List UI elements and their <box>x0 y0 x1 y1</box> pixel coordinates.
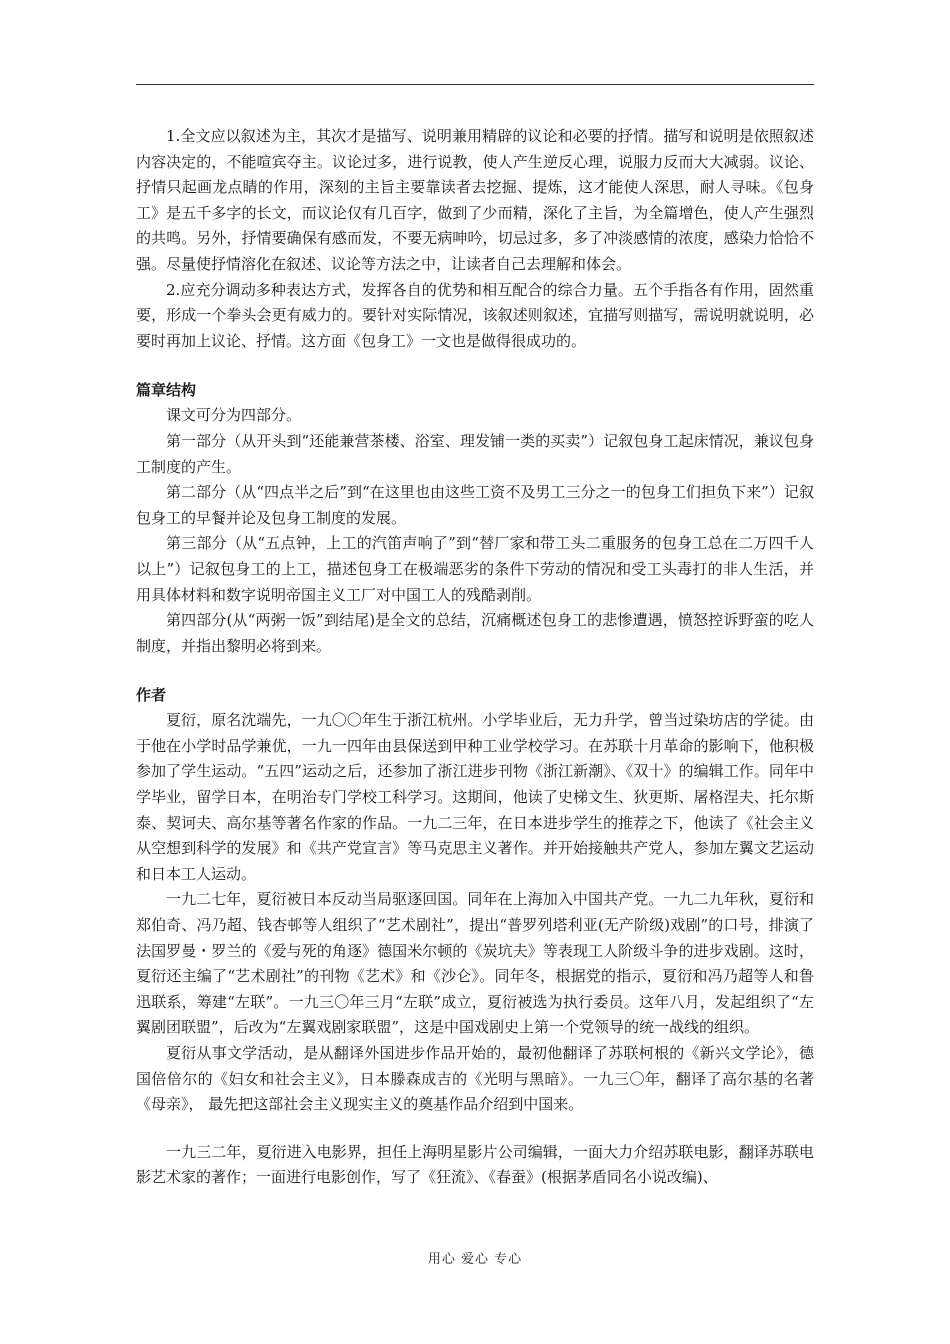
page-footer: 用心 爱心 专心 <box>427 1252 523 1267</box>
structure-paragraph: 第一部分（从开头到“还能兼营茶楼、浴室、理发铺一类的买卖”）记叙包身工起床情况，兼议包身工制度的产生。 <box>136 431 814 476</box>
author-paragraph: 夏衍，原名沈端先，一九〇〇年生于浙江杭州。小学毕业后，无力升学，曾当过染坊店的学徒。由于他在小学时品学兼优，一九一四年由县保送到甲种工业学校学习。在苏联十月革命的影响下，他积极参加了学生运动。“五四”运动之后，还参加了浙江进步刊物《浙江新潮》、《双十》的编辑工作。同年中学毕业，留学日本，在明治专门学校工科学习。这期间，他读了史梯文生、狄更斯、屠格涅夫、托尔斯泰、契诃夫、高尔基等著名作家的作品。一九二三年，在日本进步学生的推荐之下，他读了《社会主义从空想到科学的发展》和《共产党宣言》等马克思主义著作。并开始接触共产党人，参加左翼文艺运动和日本工人运动。 <box>136 711 814 883</box>
structure-paragraph: 第二部分（从“四点半之后”到“在这里也由这些工资不及男工三分之一的包身工们担负下来”）记叙包身工的早餐并论及包身工制度的发展。 <box>136 483 814 527</box>
author-paragraph: 夏衍从事文学活动，是从翻译外国进步作品开始的，最初他翻译了苏联柯根的《新兴文学论》，德国倍倍尔的《妇女和社会主义》，日本滕森成吉的《光明与黑暗》。一九三〇年，翻译了高尔基的名著《母亲》， 最先把这部社会主义现实主义的奠基作品介绍到中国来。 <box>136 1044 814 1114</box>
structure-paragraph: 第三部分（从“五点钟，上工的汽笛声响了”到“替厂家和带工头二重服务的包身工总在二万四千人以上”）记叙包身工的上工，描述包身工在极端恶劣的条件下劳动的情况和受工头毒打的非人生活，并用具体材料和数字说明帝国主义工厂对中国工人的残酷剥削。 <box>136 534 814 604</box>
section-heading-author: 作者 <box>136 686 167 705</box>
author-paragraph: 一九二七年，夏衍被日本反动当局驱逐回国。同年在上海加入中国共产党。一九二九年秋，夏衍和郑伯奇、冯乃超、钱杏邨等人组织了“艺术剧社”，提出“普罗列塔利亚(无产阶级)戏剧”的口号，排演了法国罗曼・罗兰的《爱与死的角逐》德国米尔顿的《炭坑夫》等表现工人阶级斗争的进步戏剧。这时，夏衍还主编了“艺术剧社”的刊物《艺术》和《沙仑》。同年冬，根据党的指示，夏衍和冯乃超等人和鲁迅联系，筹建“左联”。一九三〇年三月“左联”成立，夏衍被选为执行委员。这年八月，发起组织了“左翼剧团联盟”，后改为“左翼戏剧家联盟”，这是中国戏剧史上第一个党领导的统一战线的组织。 <box>136 890 814 1037</box>
section-heading-structure: 篇章结构 <box>136 381 197 400</box>
document-body <box>136 124 814 1191</box>
writing-tip-paragraph: 1.全文应以叙述为主，其次才是描写、说明兼用精辟的议论和必要的抒情。描写和说明是依照叙述内容决定的，不能喧宾夺主。议论过多，进行说教，使人产生逆反心理，说服力反而大大减弱。议论、抒情只起画龙点睛的作用，深刻的主旨主要靠读者去挖掘、提炼，这才能使人深思，耐人寻味。《包身工》是五千多字的长文，而议论仅有几百字，做到了少而精，深化了主旨，为全篇增色，使人产生强烈的共鸣。另外，抒情要确保有感而发，不要无病呻吟，切忌过多，多了冲淡感情的浓度，感染力恰恰不强。尽量使抒情溶化在叙述、议论等方法之中，让读者自己去理解和体会。 <box>136 127 814 273</box>
writing-tip-paragraph: 2.应充分调动多种表达方式，发挥各自的优势和相互配合的综合力量。五个手指各有作用，固然重要，形成一个拳头会更有威力的。要针对实际情况，该叙述则叙述，宜描写则描写，需说明就说明，必要时再加上议论、抒情。这方面《包身工》一文也是做得很成功的。 <box>136 280 814 350</box>
structure-paragraph: 课文可分为四部分。 <box>166 406 302 425</box>
header-rule <box>136 84 814 85</box>
author-paragraph: 一九三二年，夏衍进入电影界，担任上海明星影片公司编辑，一面大力介绍苏联电影，翻译苏联电影艺术家的著作；一面进行电影创作，写了《狂流》、《春蚕》(根据茅盾同名小说改编)、 <box>136 1142 814 1187</box>
structure-paragraph: 第四部分(从“两粥一饭”到结尾)是全文的总结，沉痛概述包身工的悲惨遭遇，愤怒控诉野蛮的吃人制度，并指出黎明必将到来。 <box>136 611 814 655</box>
